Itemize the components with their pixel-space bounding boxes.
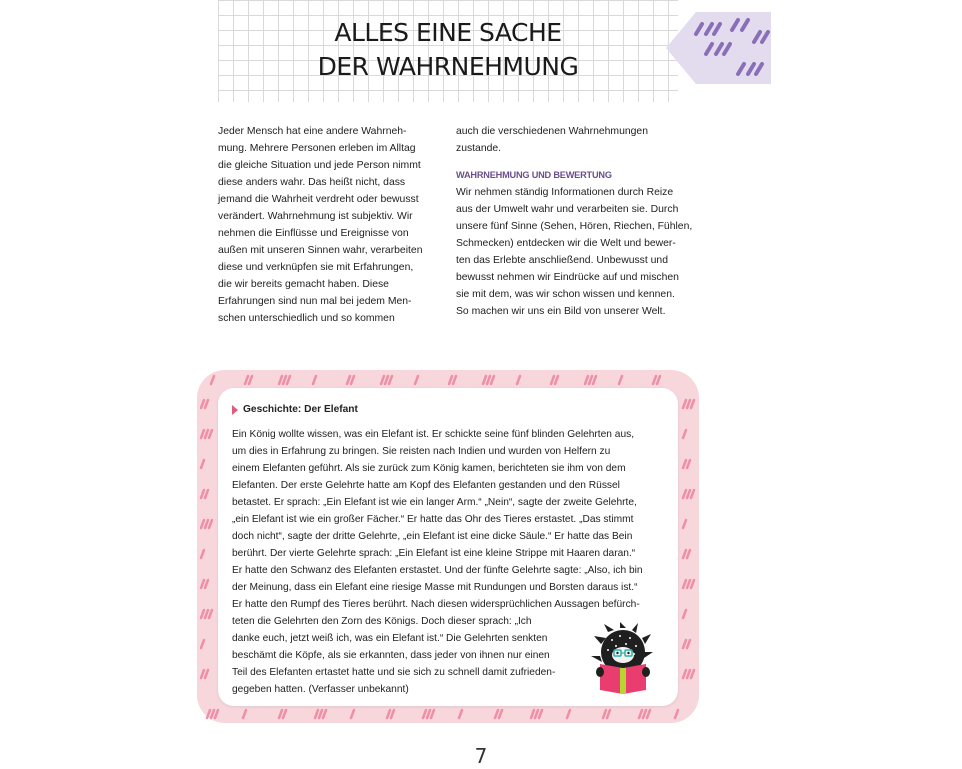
title-line-1: ALLES EINE SACHE xyxy=(334,18,562,47)
text-line: Erfahrungen sind nun mal bei jedem Men- xyxy=(218,296,412,307)
story-line: doch nicht“, sagte der dritte Gelehrte, „ein Elefant ist eine dicke Säule.“ Er hatte das Bein xyxy=(232,531,633,542)
story-line: Teil des Elefanten ertastet hatte und sie sich zu schnell damit zufrieden- xyxy=(232,667,556,678)
story-line: der Meinung, dass ein Elefant eine riesige Masse mit Rundungen und Borsten daraus ist.“ xyxy=(232,582,638,593)
text-line: verändert. Wahrnehmung ist subjektiv. Wir xyxy=(218,211,413,222)
story-line: betastet. Er sprach: „Ein Elefant ist wie ein langer Arm.“ „Nein“, sagte der zweite Gelehrte, xyxy=(232,497,637,508)
text-line: schen unterschiedlich und so kommen xyxy=(218,313,395,324)
text-line: nehmen die Einflüsse und Ereignisse von xyxy=(218,228,409,239)
text-line: ten das Erlebte anschließend. Unbewusst und xyxy=(456,255,668,266)
text-line: unsere fünf Sinne (Sehen, Hören, Riechen, Fühlen, xyxy=(456,221,693,232)
text-line: diese und verknüpfen sie mit Erfahrungen, xyxy=(218,262,414,273)
section-subheading: WAHRNEHMUNG UND BEWERTUNG xyxy=(456,170,612,180)
page-title xyxy=(218,16,678,84)
story-line: „ein Elefant ist wie ein großer Fächer.“ Er hatte das Ohr des Tieres erstastet. „Das stimmt xyxy=(232,514,634,525)
text-line: jemand die Wahrheit verdreht oder bewusst xyxy=(218,194,419,205)
story-line: einem Elefanten geführt. Als sie zurück zum König kamen, berichteten sie ihm von dem xyxy=(232,463,626,474)
text-line: aus der Umwelt wahr und verarbeiten sie. Durch xyxy=(456,204,679,215)
text-line: Wir nehmen ständig Informationen durch Reize xyxy=(456,187,674,198)
triangle-bullet-icon xyxy=(232,405,238,415)
story-title-text: Geschichte: Der Elefant xyxy=(243,404,358,415)
text-line: sie mit dem, was wir schon wissen und kennen. xyxy=(456,289,675,300)
porcupine-reading-icon xyxy=(586,622,660,696)
text-line: Jeder Mensch hat eine andere Wahrneh- xyxy=(218,126,407,137)
title-line-2: DER WAHRNEHMUNG xyxy=(317,52,579,81)
page-number: 7 xyxy=(474,744,488,768)
text-line: Schmecken) entdecken wir die Welt und bewer- xyxy=(456,238,676,249)
story-line: beschämt die Köpfe, als sie erkannten, dass jeder von ihnen nur einen xyxy=(232,650,550,661)
text-line: auch die verschiedenen Wahrnehmungen xyxy=(456,126,648,137)
text-line: die wir bereits gemacht haben. Diese xyxy=(218,279,389,290)
text-line: zustande. xyxy=(456,143,502,154)
right-column xyxy=(456,123,693,320)
text-line: außen mit unseren Sinnen wahr, verarbeiten xyxy=(218,245,423,256)
story-line: Er hatte den Rumpf des Tieres berührt. Nach diesen widersprüchlichen Aussagen befürch- xyxy=(232,599,640,610)
text-line: So machen wir uns ein Bild von unserer Welt. xyxy=(456,306,666,317)
text-line: die gleiche Situation und jede Person nimmt xyxy=(218,160,421,171)
text-line: bewusst nehmen wir Eindrücke auf und mischen xyxy=(456,272,679,283)
text-line: mung. Mehrere Personen erleben im Alltag xyxy=(218,143,416,154)
text-line: diese anders wahr. Das heißt nicht, dass xyxy=(218,177,406,188)
tag-icon xyxy=(666,12,771,84)
story-line: teten die Gelehrten den Zorn des Königs. Doch dieser sprach: „Ich xyxy=(232,616,532,627)
story-line: berührt. Der vierte Gelehrte sprach: „Ein Elefant ist eine kleine Strippe mit Haaren daran.“ xyxy=(232,548,636,559)
story-line: gegeben hatten. (Verfasser unbekannt) xyxy=(232,684,409,695)
story-line: danke euch, jetzt weiß ich, was ein Elefant ist.“ Die Gelehrten senkten xyxy=(232,633,548,644)
left-column xyxy=(218,123,433,327)
story-line: um dies in Erfahrung zu bringen. Sie reisten nach Indien und wurden von Helfern zu xyxy=(232,446,611,457)
story-line: Er hatte den Schwanz des Elefanten erstastet. Und der fünfte Gelehrte sagte: „Also, ich bin xyxy=(232,565,643,576)
story-title xyxy=(232,404,358,415)
story-line: Ein König wollte wissen, was ein Elefant ist. Er schickte seine fünf blinden Gelehrten aus, xyxy=(232,429,635,440)
story-line: Elefanten. Der erste Gelehrte hatte am Kopf des Elefanten gestanden und den Rüssel xyxy=(232,480,620,491)
